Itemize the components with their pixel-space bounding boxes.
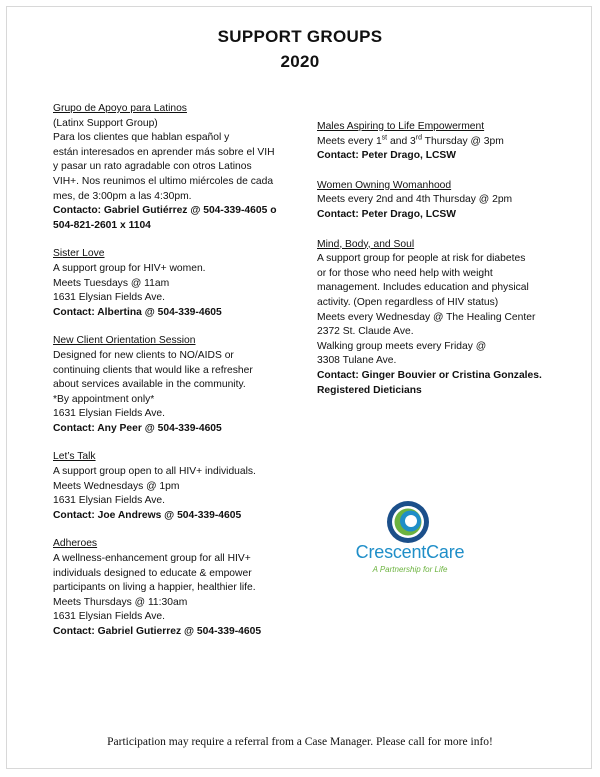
group-women-owning	[317, 179, 557, 223]
group-line: activity. (Open regardless of HIV status)	[317, 296, 499, 308]
group-line: continuing clients that would like a refresher	[53, 364, 253, 376]
page-year: 2020	[280, 52, 320, 71]
group-title: Adheroes	[53, 538, 98, 550]
group-line: VIH+. Nos reunimos el ultimo miércoles de cada	[53, 175, 274, 187]
group-line: A wellness-enhancement group for all HIV+	[53, 553, 251, 565]
group-line: Para los clientes que hablan español y	[53, 132, 230, 144]
group-title: Males Aspiring to Life Empowerment	[317, 121, 485, 132]
group-line: están interesados en aprender más sobre el VIH	[53, 146, 275, 158]
logo-tagline: A Partnership for Life	[372, 565, 448, 574]
group-contact: Contact: Any Peer @ 504-339-4605	[53, 422, 222, 434]
group-contact: Contact: Ginger Bouvier or Cristina Gonzales.	[317, 369, 542, 381]
group-line: Meets Wednesdays @ 1pm	[53, 480, 180, 492]
crescentcare-logo	[340, 500, 480, 580]
footer-note: Participation may require a referral from a Case Manager. Please call for more info!	[107, 736, 493, 748]
left-column	[53, 102, 293, 654]
group-contact: Contacto: Gabriel Gutiérrez @ 504-339-4605 o	[53, 205, 277, 217]
group-line: Meets every Wednesday @ The Healing Center	[317, 311, 536, 323]
right-column	[317, 120, 557, 413]
group-title: Grupo de Apoyo para Latinos	[53, 103, 187, 114]
group-contact: Registered Dieticians	[317, 384, 422, 396]
group-meeting-time: Meets every 1st and 3rd Thursday @ 3pm	[317, 134, 504, 147]
group-title: Let’s Talk	[53, 451, 96, 463]
group-title: Sister Love	[53, 248, 105, 260]
group-line: y pasar un rato agradable con otros Latinos	[53, 161, 252, 173]
group-contact: Contact: Gabriel Gutierrez @ 504-339-4605	[53, 626, 262, 637]
group-line: participants on living a happier, healthier life.	[53, 582, 256, 594]
group-mind-body-soul	[317, 238, 557, 399]
group-line: *By appointment only*	[53, 393, 155, 405]
group-contact: Contact: Peter Drago, LCSW	[317, 150, 457, 162]
group-line: management. Includes education and physical	[317, 282, 529, 294]
group-line: A support group open to all HIV+ individuals.	[53, 466, 256, 478]
group-line: Meets Thursdays @ 11:30am	[53, 596, 188, 608]
group-line: 1631 Elysian Fields Ave.	[53, 611, 165, 623]
support-group	[53, 537, 293, 639]
group-line: A support group for HIV+ women.	[53, 262, 206, 274]
group-line: Meets Tuesdays @ 11am	[53, 277, 170, 289]
support-group	[53, 334, 293, 436]
group-line: 1631 Elysian Fields Ave.	[53, 292, 165, 304]
group-contact: Contact: Joe Andrews @ 504-339-4605	[53, 509, 242, 521]
group-line: Designed for new clients to NO/AIDS or	[53, 349, 234, 361]
support-group	[53, 450, 293, 523]
group-title: New Client Orientation Session	[53, 335, 196, 347]
group-meeting-time: Meets every 2nd and 4th Thursday @ 2pm	[317, 194, 513, 206]
support-group	[53, 247, 293, 320]
group-contact: Contact: Peter Drago, LCSW	[317, 208, 457, 220]
group-line: 1631 Elysian Fields Ave.	[53, 408, 165, 420]
group-line: individuals designed to educate & empower	[53, 567, 252, 579]
logo-wordmark: CrescentCare	[355, 542, 465, 562]
group-males-aspiring	[317, 120, 557, 164]
group-contact: Contact: Albertina @ 504-339-4605	[53, 306, 222, 318]
group-line: mes, de 3:00pm a las 4:30pm.	[53, 190, 192, 202]
group-contact: 504-821-2601 x 1104	[53, 219, 151, 231]
group-line: 3308 Tulane Ave.	[317, 355, 397, 367]
crescent-logo-icon	[386, 500, 430, 544]
group-title: Mind, Body, and Soul	[317, 238, 415, 250]
group-line: 1631 Elysian Fields Ave.	[53, 495, 165, 507]
group-line: Walking group meets every Friday @	[317, 340, 487, 352]
support-group	[53, 102, 293, 233]
group-line: A support group for people at risk for diabetes	[317, 253, 526, 265]
group-line: about services available in the community.	[53, 379, 246, 391]
page-title: SUPPORT GROUPS	[217, 27, 383, 46]
group-title: Women Owning Womanhood	[317, 179, 452, 191]
group-line: (Latinx Support Group)	[53, 117, 158, 129]
group-line: 2372 St. Claude Ave.	[317, 326, 414, 338]
group-line: or for those who need help with weight	[317, 267, 493, 279]
